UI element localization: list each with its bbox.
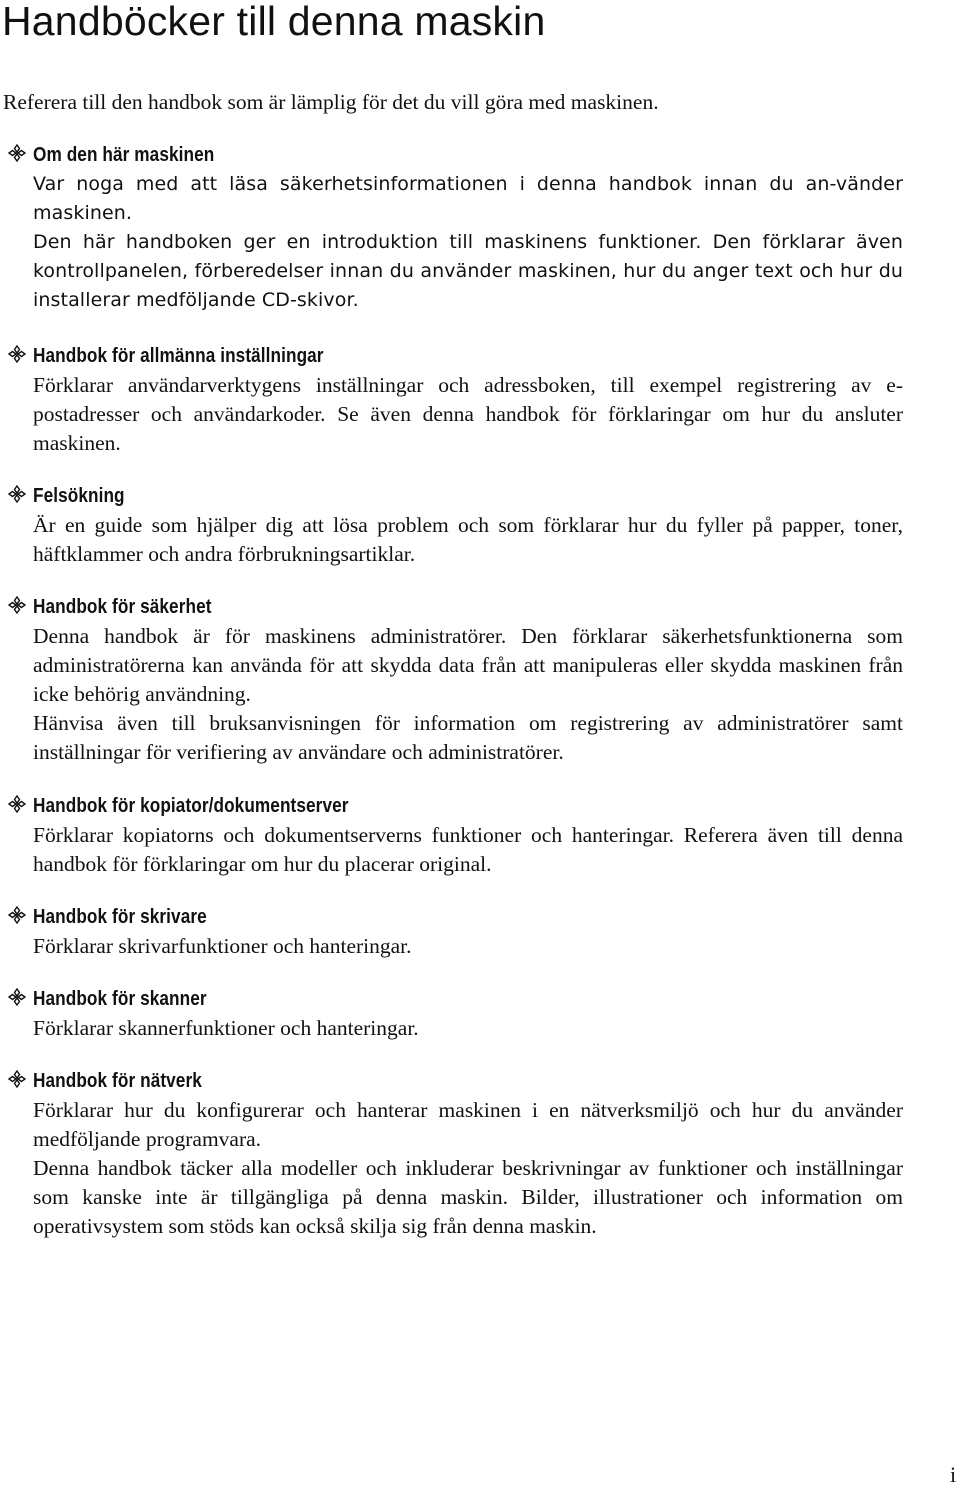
section-heading: Felsökning [33, 485, 125, 507]
manual-section-om-maskinen [0, 140, 903, 315]
section-paragraph: Hänvisa även till bruksanvisningen för information om registrering av administratörer samt inställningar för verifiering av användare och administratörer. [33, 711, 903, 764]
diamond-bullet-icon [8, 485, 26, 503]
manual-section-skrivare [0, 902, 903, 961]
intro-paragraph: Referera till den handbok som är lämplig för det du vill göra med maskinen. [3, 90, 659, 114]
manual-list [0, 140, 960, 1241]
manual-section-sakerhet [0, 592, 903, 767]
diamond-bullet-icon [8, 1070, 26, 1088]
manual-section-felsokning [0, 481, 903, 569]
manual-section-kopiator [0, 791, 903, 879]
section-paragraph: Denna handbok täcker alla modeller och inkluderar beskrivningar av funktioner och inställningar som kanske inte är tillgängliga på denna maskin. Bilder, illustrationer och information om operativsystem som stöds kan också skilja sig från denna maskin. [33, 1156, 903, 1238]
section-paragraph: Förklarar hur du konfigurerar och hanterar maskinen i en nätverksmiljö och hur du använder medföljande programvara. [33, 1098, 903, 1151]
section-paragraph: Förklarar användarverktygens inställningar och adressboken, till exempel registrering av e-postadresser och användarkoder. Se även denna handbok för förklaringar om hur du ansluter maskinen. [33, 373, 903, 455]
diamond-bullet-icon [8, 144, 26, 162]
section-paragraph: Är en guide som hjälper dig att lösa problem och som förklarar hur du fyller på papper, toner, häftklammer och andra förbrukningsartiklar. [33, 513, 903, 566]
section-paragraph: Var noga med att läsa säkerhetsinformationen i denna handbok innan du an-vänder maskinen. [33, 173, 903, 224]
section-paragraph: Den här handboken ger en introduktion till maskinens funktioner. Den förklarar även kontrollpanelen, förberedelser innan du använder maskinen, hur du anger text och hur du installerar medföljande CD-skivor. [33, 231, 903, 311]
section-heading: Handbok för allmänna inställningar [33, 345, 324, 367]
diamond-bullet-icon [8, 795, 26, 813]
section-heading: Handbok för säkerhet [33, 596, 212, 618]
section-heading: Handbok för skanner [33, 988, 207, 1010]
diamond-bullet-icon [8, 596, 26, 614]
section-heading: Handbok för nätverk [33, 1070, 202, 1092]
diamond-bullet-icon [8, 988, 26, 1006]
section-heading: Handbok för skrivare [33, 906, 207, 928]
page-number: i [950, 1462, 957, 1487]
manual-section-natverk [0, 1066, 903, 1241]
section-paragraph: Förklarar skannerfunktioner och hanteringar. [33, 1016, 419, 1040]
section-heading: Om den här maskinen [33, 144, 215, 166]
section-heading: Handbok för kopiator/dokumentserver [33, 795, 349, 817]
manual-section-skanner [0, 984, 903, 1043]
page-title: Handböcker till denna maskin [2, 0, 546, 44]
diamond-bullet-icon [8, 345, 26, 363]
diamond-bullet-icon [8, 906, 26, 924]
section-paragraph: Förklarar kopiatorns och dokumentserverns funktioner och hanteringar. Referera även till denna handbok för förklaringar om hur du placerar original. [33, 823, 903, 876]
section-paragraph: Förklarar skrivarfunktioner och hanteringar. [33, 934, 412, 958]
section-paragraph: Denna handbok är för maskinens administratörer. Den förklarar säkerhetsfunktionerna som administratörerna kan använda för att skydda data från att manipuleras eller skydda maskinen från icke behörig användning. [33, 624, 903, 706]
manual-section-allmanna [0, 341, 903, 458]
